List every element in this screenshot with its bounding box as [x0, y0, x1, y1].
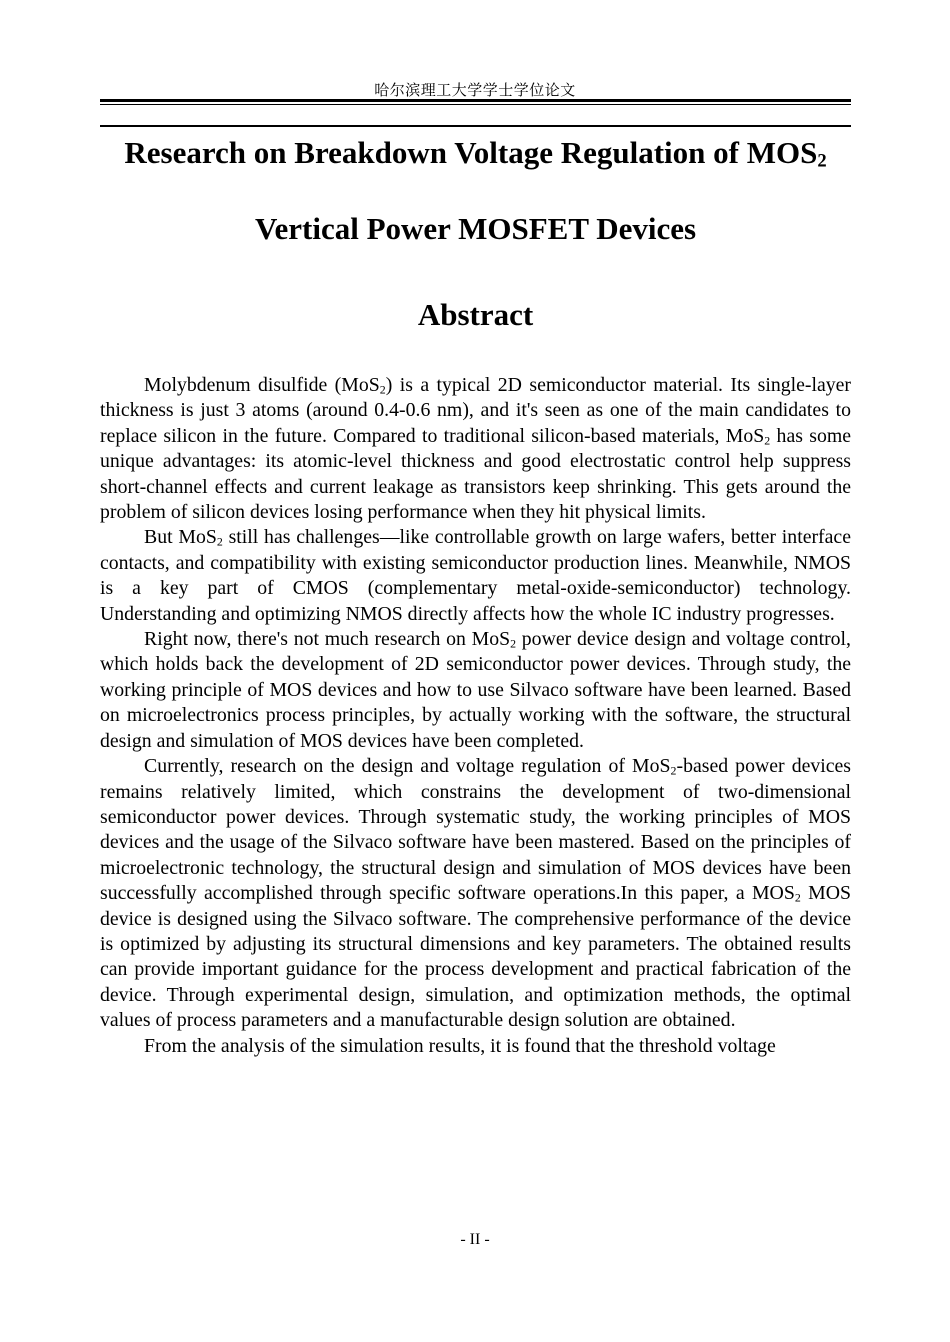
- paragraph-3: [100, 627, 851, 754]
- paragraph-text: Molybdenum disulfide (MoS: [144, 374, 380, 396]
- paragraph-text: But MoS: [144, 526, 217, 549]
- subscript: 2: [379, 382, 386, 397]
- title-line-1-text: Research on Breakdown Voltage Regulation of MOS: [124, 135, 818, 170]
- title-top-rule: [100, 125, 851, 127]
- paragraph-1: [100, 373, 851, 525]
- paragraph-text: power device design and voltage control, which holds back the development of 2D semiconductor power devices. Through study, the working principle of MOS devices and how to use Silvaco software have been learned. Based on microelectronics process principles, by actually working with the software, the structural design and simulation of MOS devices have been completed.: [100, 628, 851, 752]
- subscript: 2: [216, 534, 223, 549]
- paragraph-5: [100, 1034, 851, 1059]
- paragraph-4: [100, 754, 851, 1033]
- subscript: 2: [670, 763, 677, 778]
- paragraph-text: ) is a typical 2D semiconductor material. Its single-layer thickness is just 3 atoms (around 0.4-0.6 nm), and it's seen as one of the main candidates to replace silicon in the future. Compared to traditional silicon-based materials, MoS: [100, 374, 852, 447]
- title-subscript: 2: [817, 150, 827, 172]
- header-rule-thin: [100, 104, 851, 105]
- subscript: 2: [794, 890, 801, 905]
- running-header: 哈尔滨理工大学学士学位论文: [374, 83, 576, 99]
- title-line-2: Vertical Power MOSFET Devices: [254, 211, 697, 246]
- paragraph-text: From the analysis of the simulation results, it is found that the threshold voltage: [144, 1034, 776, 1057]
- header-rule-thick: [100, 99, 851, 102]
- paragraph-text: still has challenges—like controllable growth on large wafers, better interface contacts, and compatibility with existing semiconductor production lines. Meanwhile, NMOS is a key part of CMOS (complementary metal-oxide-semiconductor) technology. Understanding and optimizing NMOS directly affects how the whole IC industry progresses.: [100, 526, 851, 625]
- subscript: 2: [764, 433, 771, 448]
- paragraph-text: -based power devices remains relatively limited, which constrains the development of two-dimensional semiconductor power devices. Through systematic study, the working principles of MOS devices and the usage of the Silvaco software have been mastered. Based on the principles of microelectronic technology, the structural design and simulation of MOS devices have been successfully accomplished through specific software operations.In this paper, a MOS: [100, 755, 852, 905]
- abstract-heading: Abstract: [417, 297, 534, 332]
- paragraph-text: Currently, research on the design and voltage regulation of MoS: [144, 755, 671, 778]
- paragraph-2: [100, 525, 851, 627]
- page-number: - II -: [460, 1231, 490, 1248]
- title-line-1: [100, 135, 851, 171]
- abstract-body: [100, 373, 851, 1059]
- paragraph-text: Right now, there's not much research on MoS: [144, 628, 511, 651]
- subscript: 2: [510, 636, 517, 651]
- paragraph-text: has some unique advantages: its atomic-level thickness and good electrostatic control help suppress short-channel effects and current leakage as transistors keep shrinking. This gets around the problem of silicon devices losing performance when they hit physical limits.: [100, 424, 852, 524]
- paragraph-text: MOS device is designed using the Silvaco software. The comprehensive performance of the device is optimized by adjusting its structural dimensions and key parameters. The obtained results can provide important guidance for the process development and practical fabrication of the device. Through experimental design, simulation, and optimization methods, the optimal values of process parameters and a manufacturable design solution are obtained.: [100, 882, 851, 1032]
